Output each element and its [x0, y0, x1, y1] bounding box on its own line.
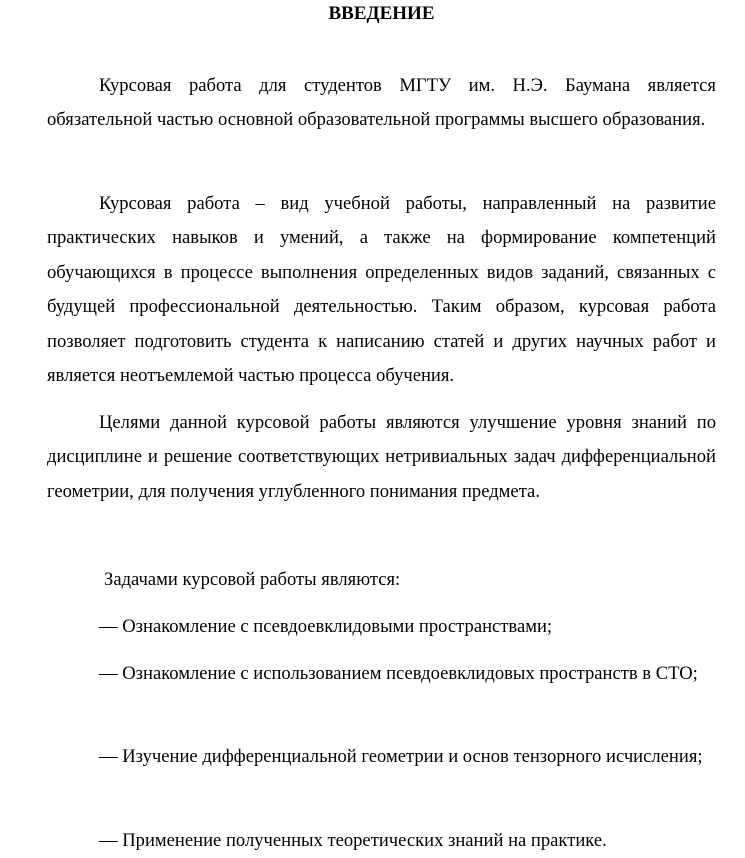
list-item: — Ознакомление с псевдоевклидовыми пространствами;: [99, 616, 553, 637]
page-title: ВВЕДЕНИЕ: [328, 3, 435, 24]
paragraph-tasks-heading: Задачами курсовой работы являются:: [104, 569, 401, 590]
list-item: — Применение полученных теоретических знаний на практике.: [99, 830, 607, 851]
list-item: — Ознакомление с использованием псевдоевклидовых пространств в СТО;: [99, 663, 698, 684]
paragraph-definition: Курсовая работа – вид учебной работы, направленный на развитие практических навыков и умений, а также на формирование компетенций обучающихся в процессе выполнения определенных видов заданий, связанных с будущей профессиональной деятельностью. Таким образом, курсовая работа позволяет подготовить студента к написанию статей и других научных работ и является неотъемлемой частью процесса обучения.: [47, 193, 716, 387]
paragraph-goals: Целями данной курсовой работы являются улучшение уровня знаний по дисциплине и решение соответствующих нетривиальных задач дифференциальной геометрии, для получения углубленного понимания предмета.: [47, 412, 716, 502]
list-item: — Изучение дифференциальной геометрии и основ тензорного исчисления;: [99, 746, 703, 767]
paragraph-intro: Курсовая работа для студентов МГТУ им. Н.Э. Баумана является обязательной частью основной образовательной программы высшего образования.: [47, 75, 716, 131]
